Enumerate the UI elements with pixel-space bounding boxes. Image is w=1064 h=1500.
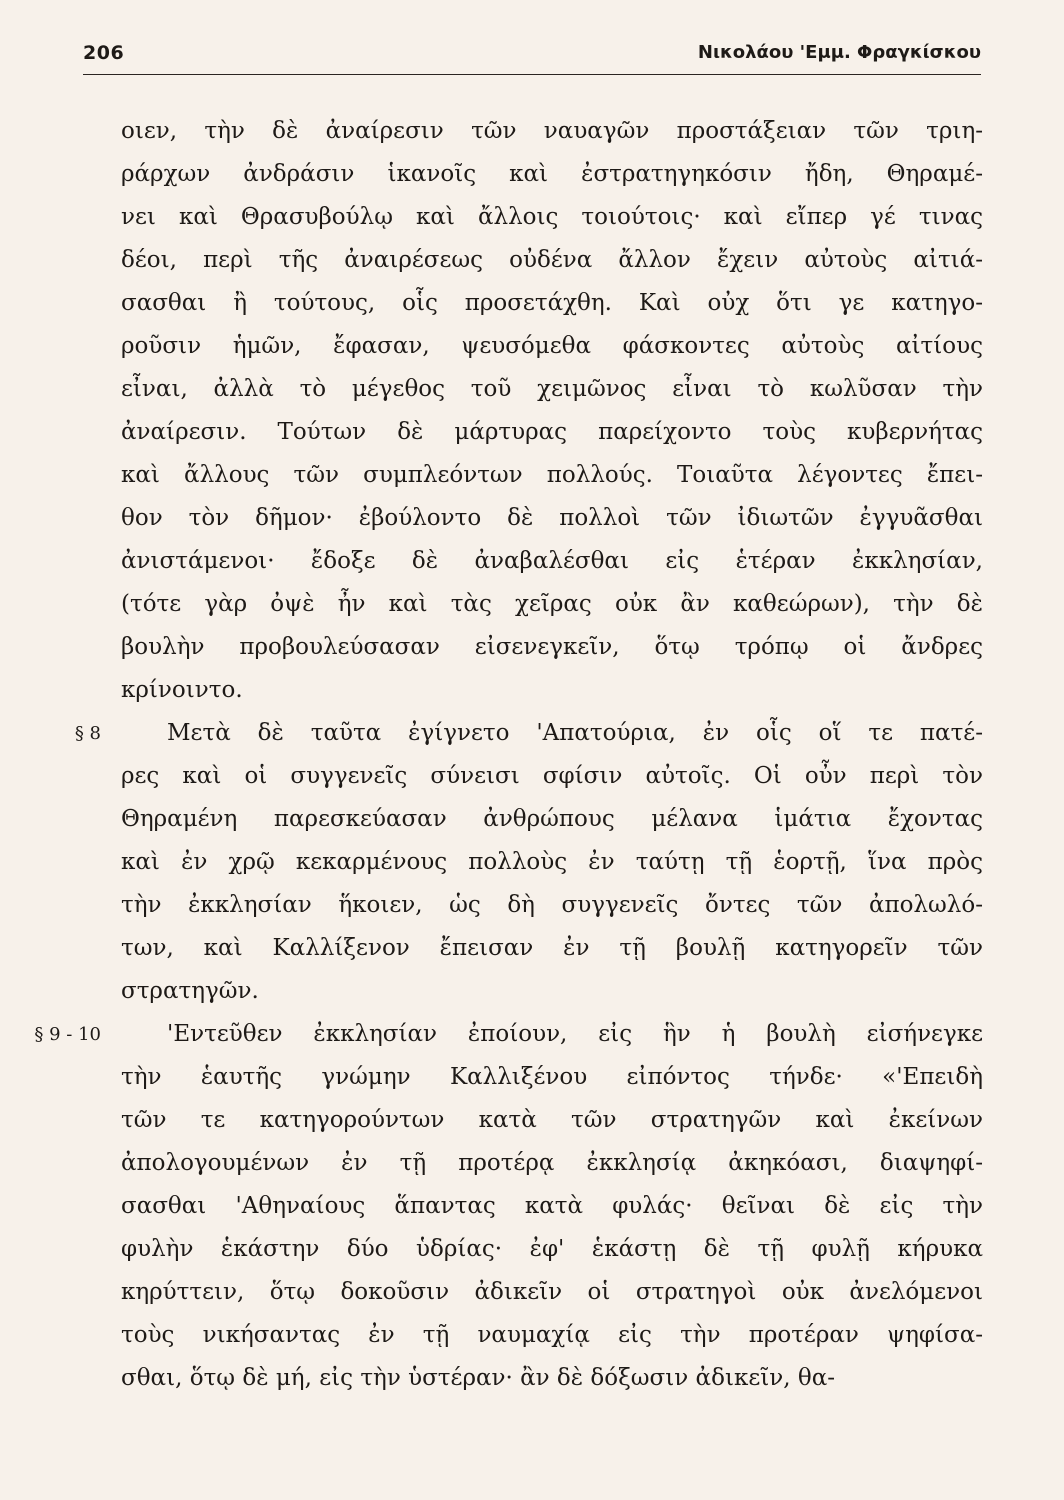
text-line: ἀνιστάμενοι· ἔδοξε δὲ ἀναβαλέσθαι εἰς ἑτέραν ἐκκλησίαν, <box>121 548 983 574</box>
text-line: τῶν τε κατηγορούντων κατὰ τῶν στρατηγῶν καὶ ἐκείνων <box>121 1107 983 1133</box>
text-line: σθαι, ὅτῳ δὲ μή, εἰς τὴν ὑστέραν· ἂν δὲ δόξωσιν ἀδικεῖν, θα- <box>121 1365 836 1391</box>
text-line: ἀπολογουμένων ἐν τῇ προτέρᾳ ἐκκλησίᾳ ἀκηκόασι, διαψηφί- <box>121 1150 983 1176</box>
text-line: ρες καὶ οἱ συγγενεῖς σύνεισι σφίσιν αὐτοῖς. Οἱ οὖν περὶ τὸν <box>121 763 983 789</box>
text-line: (τότε γὰρ ὀψὲ ἦν καὶ τὰς χεῖρας οὐκ ἂν καθεώρων), τὴν δὲ <box>121 591 983 617</box>
text-line: οιεν, τὴν δὲ ἀναίρεσιν τῶν ναυαγῶν προστάξειαν τῶν τριη- <box>121 118 983 144</box>
text-line: τὴν ἐκκλησίαν ἥκοιεν, ὡς δὴ συγγενεῖς ὄντες τῶν ἀπολωλό- <box>121 892 983 918</box>
text-line: κηρύττειν, ὅτῳ δοκοῦσιν ἀδικεῖν οἱ στρατηγοὶ οὐκ ἀνελόμενοι <box>121 1279 983 1305</box>
text-line: σασθαι ἢ τούτους, οἷς προσετάχθη. Καὶ οὐχ ὅτι γε κατηγο- <box>121 290 983 316</box>
text-line: Μετὰ δὲ ταῦτα ἐγίγνετο 'Απατούρια, ἐν οἷς οἵ τε πατέ- § 8 <box>121 712 983 755</box>
body-text <box>34 110 983 1400</box>
text-line: ἀναίρεσιν. Τούτων δὲ μάρτυρας παρείχοντο τοὺς κυβερνήτας <box>121 419 983 445</box>
text-line: ράρχων ἀνδράσιν ἱκανοῖς καὶ ἐστρατηγηκόσιν ἤδη, Θηραμέ- <box>121 161 983 187</box>
text-line: σασθαι 'Αθηναίους ἅπαντας κατὰ φυλάς· θεῖναι δὲ εἰς τὴν <box>121 1193 983 1219</box>
page-number: 206 <box>83 42 125 64</box>
text-line: εἶναι, ἀλλὰ τὸ μέγεθος τοῦ χειμῶνος εἶναι τὸ κωλῦσαν τὴν <box>121 376 983 402</box>
text-line: δέοι, περὶ τῆς ἀναιρέσεως οὐδένα ἄλλον ἔχειν αὐτοὺς αἰτιά- <box>121 247 983 273</box>
text-line: των, καὶ Καλλίξενον ἔπεισαν ἐν τῇ βουλῇ κατηγορεῖν τῶν <box>121 935 983 961</box>
text-line: φυλὴν ἑκάστην δύο ὑδρίας· ἐφ' ἑκάστῃ δὲ τῇ φυλῇ κήρυκα <box>121 1236 983 1262</box>
text-line: νει καὶ Θρασυβούλῳ καὶ ἄλλοις τοιούτοις· καὶ εἴπερ γέ τινας <box>121 204 983 230</box>
running-header <box>83 30 981 75</box>
text-line: καὶ ἄλλους τῶν συμπλεόντων πολλούς. Τοιαῦτα λέγοντες ἔπει- <box>121 462 983 488</box>
running-head-author: Νικολάου 'Εμμ. Φραγκίσκου <box>697 42 981 63</box>
text-line: καὶ ἐν χρῷ κεκαρμένους πολλοὺς ἐν ταύτῃ τῇ ἑορτῇ, ἵνα πρὸς <box>121 849 983 875</box>
text-line: ροῦσιν ἡμῶν, ἔφασαν, ψευσόμεθα φάσκοντες αὐτοὺς αἰτίους <box>121 333 983 359</box>
text-line: Θηραμένη παρεσκεύασαν ἀνθρώπους μέλανα ἱμάτια ἔχοντας <box>121 806 983 832</box>
text-line: θον τὸν δῆμον· ἐβούλοντο δὲ πολλοὶ τῶν ἰδιωτῶν ἐγγυᾶσθαι <box>121 505 983 531</box>
text-line: τοὺς νικήσαντας ἐν τῇ ναυμαχίᾳ εἰς τὴν προτέραν ψηφίσα- <box>121 1322 983 1348</box>
text-line: στρατηγῶν. <box>121 978 259 1004</box>
text-line: τὴν ἑαυτῆς γνώμην Καλλιξένου εἰπόντος τήνδε· «'Επειδὴ <box>121 1064 983 1090</box>
text-line: βουλὴν προβουλεύσασαν εἰσενεγκεῖν, ὅτῳ τρόπῳ οἱ ἄνδρες <box>121 634 983 660</box>
section-marker: § 9 - 10 <box>34 1024 101 1045</box>
section-marker: § 8 <box>74 723 101 744</box>
text-line: 'Εντεῦθεν ἐκκλησίαν ἐποίουν, εἰς ἣν ἡ βουλὴ εἰσήνεγκε § 9 - 10 <box>121 1013 983 1056</box>
text-line: κρίνοιντο. <box>121 677 243 703</box>
